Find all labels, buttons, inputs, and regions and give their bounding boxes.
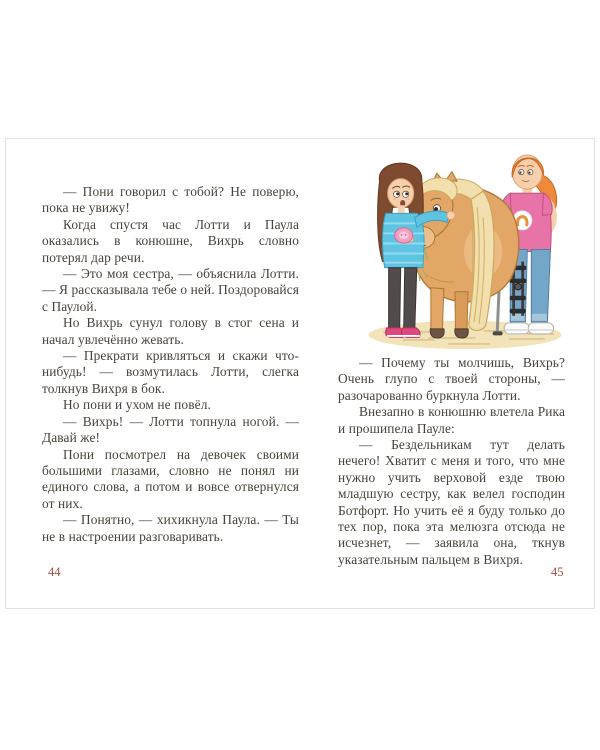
paragraph: — Понятно, — хихикнула Паула. — Ты не в настроении разговаривать. xyxy=(42,512,299,544)
hand-on-pony xyxy=(447,211,455,219)
paragraph: Пони посмотрел на девочек своими большими глазами, словно не понял ни единого слова, а потом и вовсе отвернулся от них. xyxy=(42,446,299,511)
hoof xyxy=(455,329,468,338)
paragraph: Когда спустя час Лотти и Паула оказались в конюшне, Вихрь словно потерял дар речи. xyxy=(42,216,299,265)
paragraph: — Бездельникам тут делать нечего! Хватит с меня и того, что мне нужно учить верховой езде твою младшую сестру, как велел господин Ботфорт. Но учить её я буду только до тех пор, пока эта мелюзга отсюда не исчезнет, — заявила она, ткнув указательным пальцем в Вихря. xyxy=(338,437,565,567)
sneaker xyxy=(504,323,529,334)
leggings xyxy=(404,268,417,329)
pony-grooming-illustration xyxy=(358,145,570,351)
left-page-text xyxy=(42,184,299,545)
paragraph: — Прекрати кривляться и скажи что-нибудь! — возмутилась Лотти, слегка толкнув Вихря в бок. xyxy=(42,348,299,396)
leggings xyxy=(389,268,401,329)
paragraph: — Пони говорил с тобой? Не поверю, пока не увижу! xyxy=(42,184,299,216)
illustration-svg xyxy=(358,145,570,351)
paragraph: Но Вихрь сунул голову в стог сена и начал увлечённо жевать. xyxy=(42,315,299,347)
page-number-left: 44 xyxy=(48,565,61,579)
paragraph: Но пони и ухом не повёл. xyxy=(63,397,211,413)
hoof xyxy=(430,329,444,338)
pony-leg xyxy=(431,288,444,330)
paragraph: — Это моя сестра, — объяснила Лотти. — Я рассказывала тебе о ней. Поздоровайся с Паулой. xyxy=(42,266,299,314)
paragraph: — Почему ты молчишь, Вихрь? Очень глупо с твоей стороны, — разочарованно буркнула Лотти. xyxy=(338,355,565,403)
pony-leg xyxy=(455,292,468,330)
book-spread xyxy=(5,138,595,609)
paragraph: — Вихрь! — Лотти топнула ногой. — Давай же! xyxy=(42,413,299,446)
page-number-right: 45 xyxy=(551,565,564,579)
head xyxy=(512,155,542,189)
jeans xyxy=(531,250,550,322)
right-page-text xyxy=(338,355,565,568)
paragraph: Внезапно в конюшню влетела Рика и прошипела Пауле: xyxy=(338,404,565,436)
pink-brush xyxy=(395,228,413,243)
sneaker xyxy=(528,323,553,334)
